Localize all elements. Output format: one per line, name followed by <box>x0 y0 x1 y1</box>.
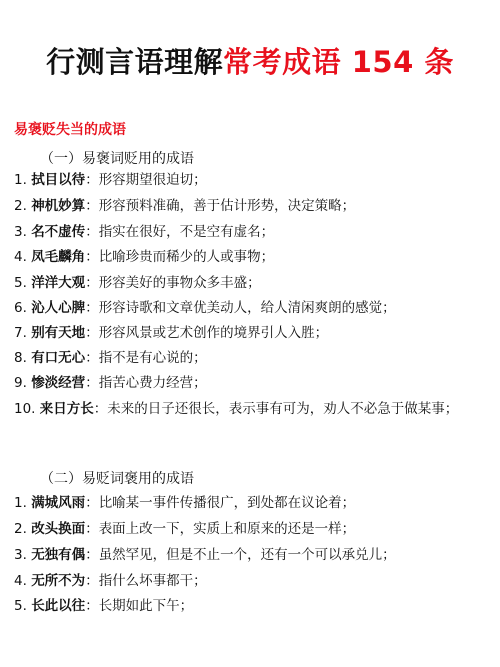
item-term: 洋洋大观 <box>31 275 86 291</box>
item-term: 长此以往 <box>31 598 86 614</box>
item-definition: 比喻珍贵而稀少的人或事物； <box>98 249 275 265</box>
group1-item-9 <box>14 372 484 395</box>
item-colon: ： <box>85 521 99 537</box>
item-num: 9. <box>14 375 27 391</box>
item-num: 2. <box>14 198 27 214</box>
item-definition: 未来的日子还很长，表示事有可为，劝人不必急于做某事； <box>107 401 459 417</box>
item-num: 6. <box>14 300 27 316</box>
item-term: 来日方长 <box>39 401 94 417</box>
item-colon: ： <box>85 375 99 391</box>
item-definition: 形容美好的事物众多丰盛； <box>98 275 261 291</box>
item-num: 1. <box>14 172 27 188</box>
group1-item-5 <box>14 272 484 295</box>
group1-item-7 <box>14 322 484 345</box>
group1-item-4 <box>14 246 484 269</box>
item-term: 有口无心 <box>31 350 86 366</box>
item-colon: ： <box>85 198 99 214</box>
item-colon: ： <box>85 573 99 589</box>
item-colon: ： <box>85 495 99 511</box>
page-title <box>0 40 500 81</box>
group1-item-6 <box>14 297 484 320</box>
item-num: 4. <box>14 249 27 265</box>
group1-item-1 <box>14 169 484 192</box>
section-heading: 易褒贬失当的成语 <box>14 122 126 138</box>
group1-item-10 <box>14 398 484 421</box>
item-definition: 指什么坏事都干； <box>98 573 207 589</box>
item-definition: 形容风景或艺术创作的境界引人入胜； <box>98 325 329 341</box>
item-definition: 形容期望很迫切； <box>98 172 207 188</box>
group2-item-4 <box>14 570 484 593</box>
item-term: 惨淡经营 <box>31 375 86 391</box>
group2-heading: （二）易贬词褒用的成语 <box>40 471 194 487</box>
item-colon: ： <box>85 350 99 366</box>
group2-item-5 <box>14 595 484 618</box>
item-definition: 指苦心费力经营； <box>98 375 207 391</box>
item-colon: ： <box>85 547 99 563</box>
item-term: 改头换面 <box>31 521 86 537</box>
item-colon: ： <box>85 172 99 188</box>
item-definition: 形容诗歌和文章优美动人，给人清闲爽朗的感觉； <box>98 300 396 316</box>
title-part1: 行测言语理解 <box>46 45 224 79</box>
item-term: 沁人心脾 <box>31 300 86 316</box>
item-definition: 指不是有心说的； <box>98 350 207 366</box>
group2-item-3 <box>14 544 484 567</box>
group1-item-3 <box>14 221 484 244</box>
item-term: 神机妙算 <box>31 198 86 214</box>
item-num: 7. <box>14 325 27 341</box>
item-colon: ： <box>93 401 108 417</box>
item-term: 别有天地 <box>31 325 86 341</box>
item-num: 3. <box>14 224 27 240</box>
item-term: 凤毛麟角 <box>31 249 86 265</box>
item-colon: ： <box>85 598 99 614</box>
item-colon: ： <box>85 325 99 341</box>
item-num: 1. <box>14 495 27 511</box>
item-num: 8. <box>14 350 27 366</box>
item-term: 拭目以待 <box>31 172 86 188</box>
item-term: 满城风雨 <box>31 495 86 511</box>
item-definition: 形容预料准确，善于估计形势，决定策略； <box>98 198 356 214</box>
item-term: 无独有偶 <box>31 547 86 563</box>
item-definition: 表面上改一下，实质上和原来的还是一样； <box>98 521 356 537</box>
item-num: 10. <box>14 401 36 417</box>
item-num: 3. <box>14 547 27 563</box>
item-colon: ： <box>85 224 99 240</box>
item-definition: 比喻某一事件传播很广，到处都在议论着； <box>98 495 356 511</box>
item-term: 名不虚传 <box>31 224 86 240</box>
item-definition: 指实在很好，不是空有虚名； <box>98 224 275 240</box>
item-term: 无所不为 <box>31 573 86 589</box>
item-colon: ： <box>85 300 99 316</box>
item-num: 5. <box>14 275 27 291</box>
title-part2: 常考成语 154 条 <box>223 45 454 79</box>
group2-item-2 <box>14 518 484 541</box>
group1-item-8 <box>14 347 484 370</box>
group1-heading: （一）易褒词贬用的成语 <box>40 151 194 167</box>
item-definition: 长期如此下午； <box>98 598 194 614</box>
group2-item-1 <box>14 492 484 515</box>
item-num: 5. <box>14 598 27 614</box>
item-colon: ： <box>85 249 99 265</box>
item-definition: 虽然罕见，但是不止一个，还有一个可以承兑儿； <box>98 547 396 563</box>
item-colon: ： <box>85 275 99 291</box>
group1-item-2 <box>14 195 484 218</box>
item-num: 2. <box>14 521 27 537</box>
item-num: 4. <box>14 573 27 589</box>
